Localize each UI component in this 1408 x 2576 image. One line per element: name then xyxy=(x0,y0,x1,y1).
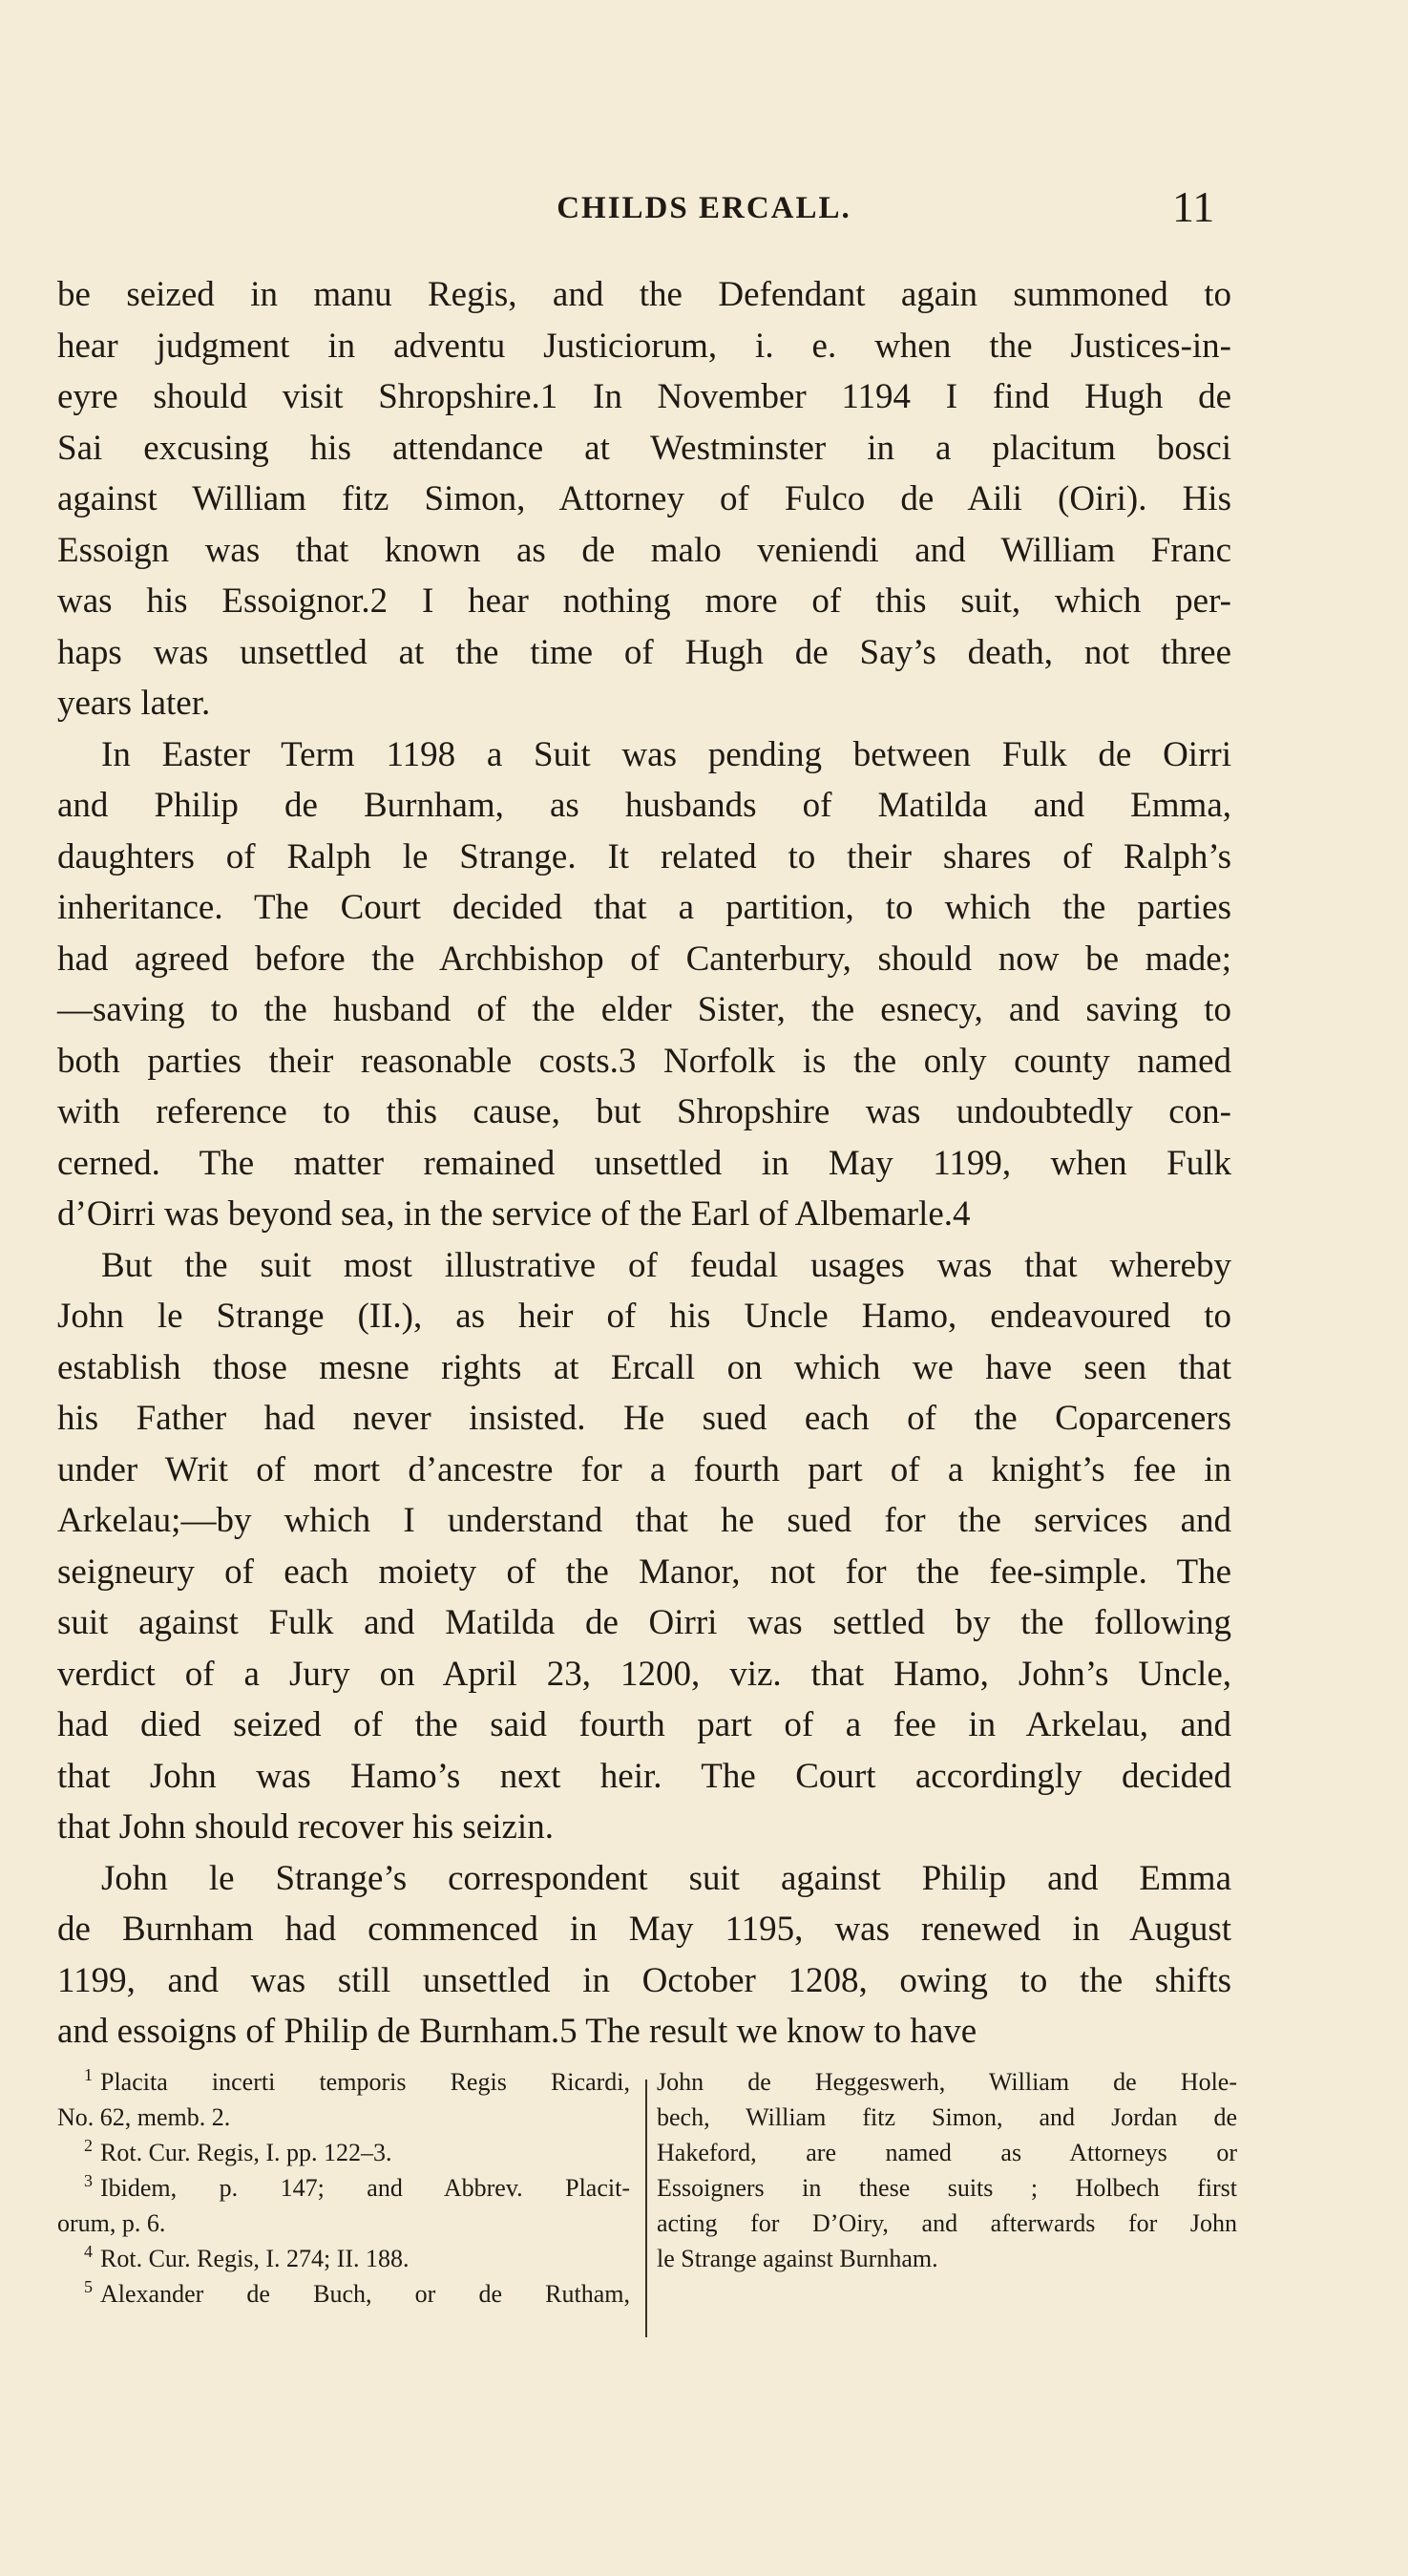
text-line: cerned. The matter remained unsettled in May 1199, when Fulk xyxy=(57,1143,1231,1183)
text-line: d’Oirri was beyond sea, in the service of the Earl of Albemarle.4 xyxy=(57,1194,971,1234)
footnote-line xyxy=(57,2241,630,2276)
text-line: Essoign was that known as de malo veniendi and William Franc xyxy=(57,530,1231,570)
text-line: against William fitz Simon, Attorney of Fulco de Aili (Oiri). His xyxy=(57,479,1231,518)
text-line: under Writ of mort d’ancestre for a fourth part of a knight’s fee in xyxy=(57,1449,1231,1489)
text-line: establish those mesne rights at Ercall on which we have seen that xyxy=(57,1347,1231,1387)
text-line: Sai excusing his attendance at Westminster in a placitum bosci xyxy=(57,428,1231,468)
footnote-text: Ibidem, p. 147; and Abbrev. Placit- xyxy=(100,2174,630,2202)
footnotes-left-column xyxy=(57,2064,630,2312)
footnote-line xyxy=(57,2170,630,2206)
text-line: and Philip de Burnham, as husbands of Matilda and Emma, xyxy=(57,786,1231,825)
text-line: that John was Hamo’s next heir. The Court accordingly decided xyxy=(57,1756,1231,1796)
page-number: 11 xyxy=(1172,182,1215,231)
text-line: verdict of a Jury on April 23, 1200, viz. that Hamo, John’s Uncle, xyxy=(57,1654,1231,1694)
text-line: had agreed before the Archbishop of Canterbury, should now be made; xyxy=(57,939,1231,979)
text-line: de Burnham had commenced in May 1195, was renewed in August xyxy=(57,1910,1231,1949)
text-line: years later. xyxy=(57,684,211,723)
body-text xyxy=(57,269,1231,2058)
footnote-line xyxy=(57,2100,630,2135)
footnote-line: John de Heggeswerh, William de Hole- xyxy=(657,2068,1237,2096)
footnote-line: acting for D’Oiry, and afterwards for John xyxy=(657,2209,1237,2237)
text-line: with reference to this cause, but Shropshire was undoubtedly con- xyxy=(57,1092,1231,1131)
running-title: CHILDS ERCALL. xyxy=(557,191,851,225)
footnote-text: Placita incerti temporis Regis Ricardi, xyxy=(100,2068,630,2096)
text-line: be seized in manu Regis, and the Defendant again summoned to xyxy=(57,275,1231,314)
footnote-text: Alexander de Buch, or de Rutham, xyxy=(100,2280,630,2308)
footnote-mark: 2 xyxy=(84,2136,93,2156)
text-line: inheritance. The Court decided that a partition, to which the parties xyxy=(57,888,1231,927)
text-line: —saving to the husband of the elder Sister, the esnecy, and saving to xyxy=(57,990,1231,1029)
text-line: both parties their reasonable costs.3 Norfolk is the only county named xyxy=(57,1041,1231,1081)
footnote-text: orum, p. 6. xyxy=(57,2209,166,2237)
footnote-line: Essoigners in these suits ; Holbech first xyxy=(657,2174,1237,2202)
footnote-text: No. 62, memb. 2. xyxy=(57,2103,231,2131)
text-line: had died seized of the said fourth part of a fee in Arkelau, and xyxy=(57,1705,1231,1744)
text-line: that John should recover his seizin. xyxy=(57,1807,554,1847)
running-head xyxy=(0,181,1408,239)
footnote-mark: 3 xyxy=(84,2171,93,2191)
footnote-line xyxy=(57,2206,630,2241)
text-line: haps was unsettled at the time of Hugh de Say’s death, not three xyxy=(57,632,1231,672)
footnote-line xyxy=(57,2064,630,2100)
text-line: his Father had never insisted. He sued each of the Coparceners xyxy=(57,1399,1231,1438)
footnote-line xyxy=(57,2135,630,2170)
footnote-divider xyxy=(645,2080,647,2337)
footnote-line xyxy=(57,2276,630,2312)
text-line: John le Strange (II.), as heir of his Uncle Hamo, endeavoured to xyxy=(57,1297,1231,1336)
text-line: John le Strange’s correspondent suit against Philip and Emma xyxy=(101,1858,1231,1898)
text-line: was his Essoignor.2 I hear nothing more of this suit, which per- xyxy=(57,581,1231,621)
footnote-mark: 5 xyxy=(84,2277,93,2297)
text-line: hear judgment in adventu Justiciorum, i. e. when the Justices-in- xyxy=(57,326,1231,366)
text-line: In Easter Term 1198 a Suit was pending between Fulk de Oirri xyxy=(101,734,1231,774)
footnote-text: Rot. Cur. Regis, I. pp. 122–3. xyxy=(100,2139,392,2166)
text-line: seigneury of each moiety of the Manor, not for the fee-simple. The xyxy=(57,1552,1231,1592)
footnote-line: le Strange against Burnham. xyxy=(657,2245,938,2272)
footnote-line: bech, William fitz Simon, and Jordan de xyxy=(657,2103,1237,2131)
text-line: 1199, and was still unsettled in October 1208, owing to the shifts xyxy=(57,1960,1231,2000)
footnote-text: Rot. Cur. Regis, I. 274; II. 188. xyxy=(100,2245,410,2272)
text-line: Arkelau;—by which I understand that he sued for the services and xyxy=(57,1501,1231,1540)
footnote-line: Hakeford, are named as Attorneys or xyxy=(657,2139,1237,2166)
text-line: eyre should visit Shropshire.1 In November 1194 I find Hugh de xyxy=(57,377,1231,416)
text-line: daughters of Ralph le Strange. It related to their shares of Ralph’s xyxy=(57,836,1231,876)
footnote-mark: 1 xyxy=(84,2065,93,2085)
text-line: suit against Fulk and Matilda de Oirri was settled by the following xyxy=(57,1603,1231,1642)
footnotes-right-column xyxy=(657,2064,1237,2276)
text-line: and essoigns of Philip de Burnham.5 The result we know to have xyxy=(57,2012,977,2051)
footnote-mark: 4 xyxy=(84,2242,93,2262)
text-line: But the suit most illustrative of feudal usages was that whereby xyxy=(101,1245,1231,1285)
